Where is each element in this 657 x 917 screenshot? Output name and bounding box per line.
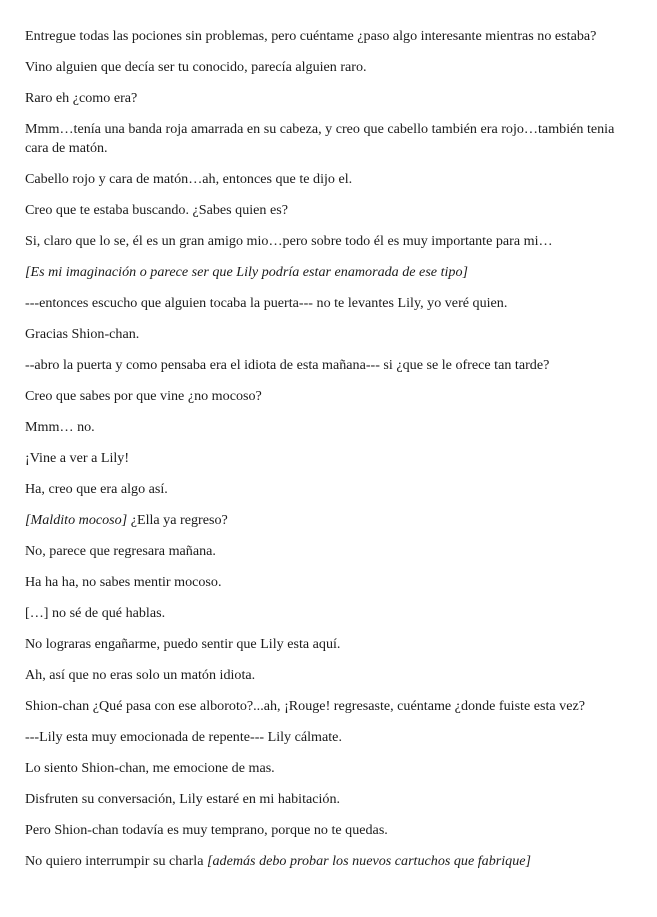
paragraph: [25, 697, 625, 716]
paragraph: [25, 480, 625, 499]
paragraph: [25, 728, 625, 747]
paragraph: [25, 604, 625, 623]
text-segment: Disfruten su conversación, Lily estaré en mi habitación.: [25, 791, 341, 807]
text-segment: Mmm…tenía una banda roja amarrada en su cabeza, y creo que cabello también era rojo…también tenia cara de matón.: [25, 121, 615, 156]
text-segment: Entregue todas las pociones sin problemas, pero cuéntame ¿paso algo interesante mientras no estaba?: [25, 28, 597, 44]
paragraph: [25, 852, 625, 871]
paragraph: [25, 542, 625, 561]
text-segment: Raro eh ¿como era?: [25, 90, 138, 106]
paragraph: [25, 27, 625, 46]
text-segment: No quiero interrumpir su charla: [25, 853, 207, 869]
text-segment: Ha ha ha, no sabes mentir mocoso.: [25, 574, 222, 590]
text-segment: Creo que sabes por que vine ¿no mocoso?: [25, 388, 262, 404]
text-segment: Mmm… no.: [25, 419, 95, 435]
paragraph: [25, 201, 625, 220]
paragraph: [25, 325, 625, 344]
paragraph: [25, 635, 625, 654]
paragraph: [25, 387, 625, 406]
paragraph: [25, 89, 625, 108]
text-segment: Cabello rojo y cara de matón…ah, entonces que te dijo el.: [25, 171, 353, 187]
paragraph: [25, 821, 625, 840]
document-page: [25, 27, 625, 883]
paragraph: [25, 294, 625, 313]
paragraph: [25, 232, 625, 251]
text-segment: Vino alguien que decía ser tu conocido, parecía alguien raro.: [25, 59, 367, 75]
paragraph: [25, 449, 625, 468]
text-segment: […] no sé de qué hablas.: [25, 605, 166, 621]
text-segment: Ah, así que no eras solo un matón idiota.: [25, 667, 256, 683]
text-segment: Ha, creo que era algo así.: [25, 481, 168, 497]
italic-text: [Maldito mocoso]: [25, 512, 128, 528]
text-segment: Lo siento Shion-chan, me emocione de mas.: [25, 760, 275, 776]
paragraph: [25, 790, 625, 809]
text-segment: --abro la puerta y como pensaba era el idiota de esta mañana--- si ¿que se le ofrece tan tarde?: [25, 357, 550, 373]
paragraph: [25, 356, 625, 375]
paragraph: [25, 511, 625, 530]
italic-text: [además debo probar los nuevos cartuchos que fabrique]: [207, 853, 531, 869]
text-segment: Si, claro que lo se, él es un gran amigo mio…pero sobre todo él es muy importante para mi…: [25, 233, 553, 249]
paragraph: [25, 573, 625, 592]
paragraph: [25, 120, 625, 158]
text-segment: No lograras engañarme, puedo sentir que Lily esta aquí.: [25, 636, 341, 652]
paragraph: [25, 759, 625, 778]
paragraph: [25, 170, 625, 189]
text-segment: Pero Shion-chan todavía es muy temprano, porque no te quedas.: [25, 822, 388, 838]
text-segment: ---Lily esta muy emocionada de repente--- Lily cálmate.: [25, 729, 342, 745]
paragraph: [25, 263, 625, 282]
text-segment: ¿Ella ya regreso?: [127, 512, 228, 528]
paragraph: [25, 58, 625, 77]
text-segment: Gracias Shion-chan.: [25, 326, 140, 342]
text-segment: ¡Vine a ver a Lily!: [25, 450, 130, 466]
paragraph: [25, 418, 625, 437]
text-segment: ---entonces escucho que alguien tocaba la puerta--- no te levantes Lily, yo veré quien.: [25, 295, 508, 311]
paragraph: [25, 666, 625, 685]
text-segment: Shion-chan ¿Qué pasa con ese alboroto?...ah, ¡Rouge! regresaste, cuéntame ¿donde fuiste esta vez?: [25, 698, 585, 714]
text-segment: No, parece que regresara mañana.: [25, 543, 216, 559]
text-segment: Creo que te estaba buscando. ¿Sabes quien es?: [25, 202, 288, 218]
italic-text: [Es mi imaginación o parece ser que Lily podría estar enamorada de ese tipo]: [25, 264, 468, 280]
